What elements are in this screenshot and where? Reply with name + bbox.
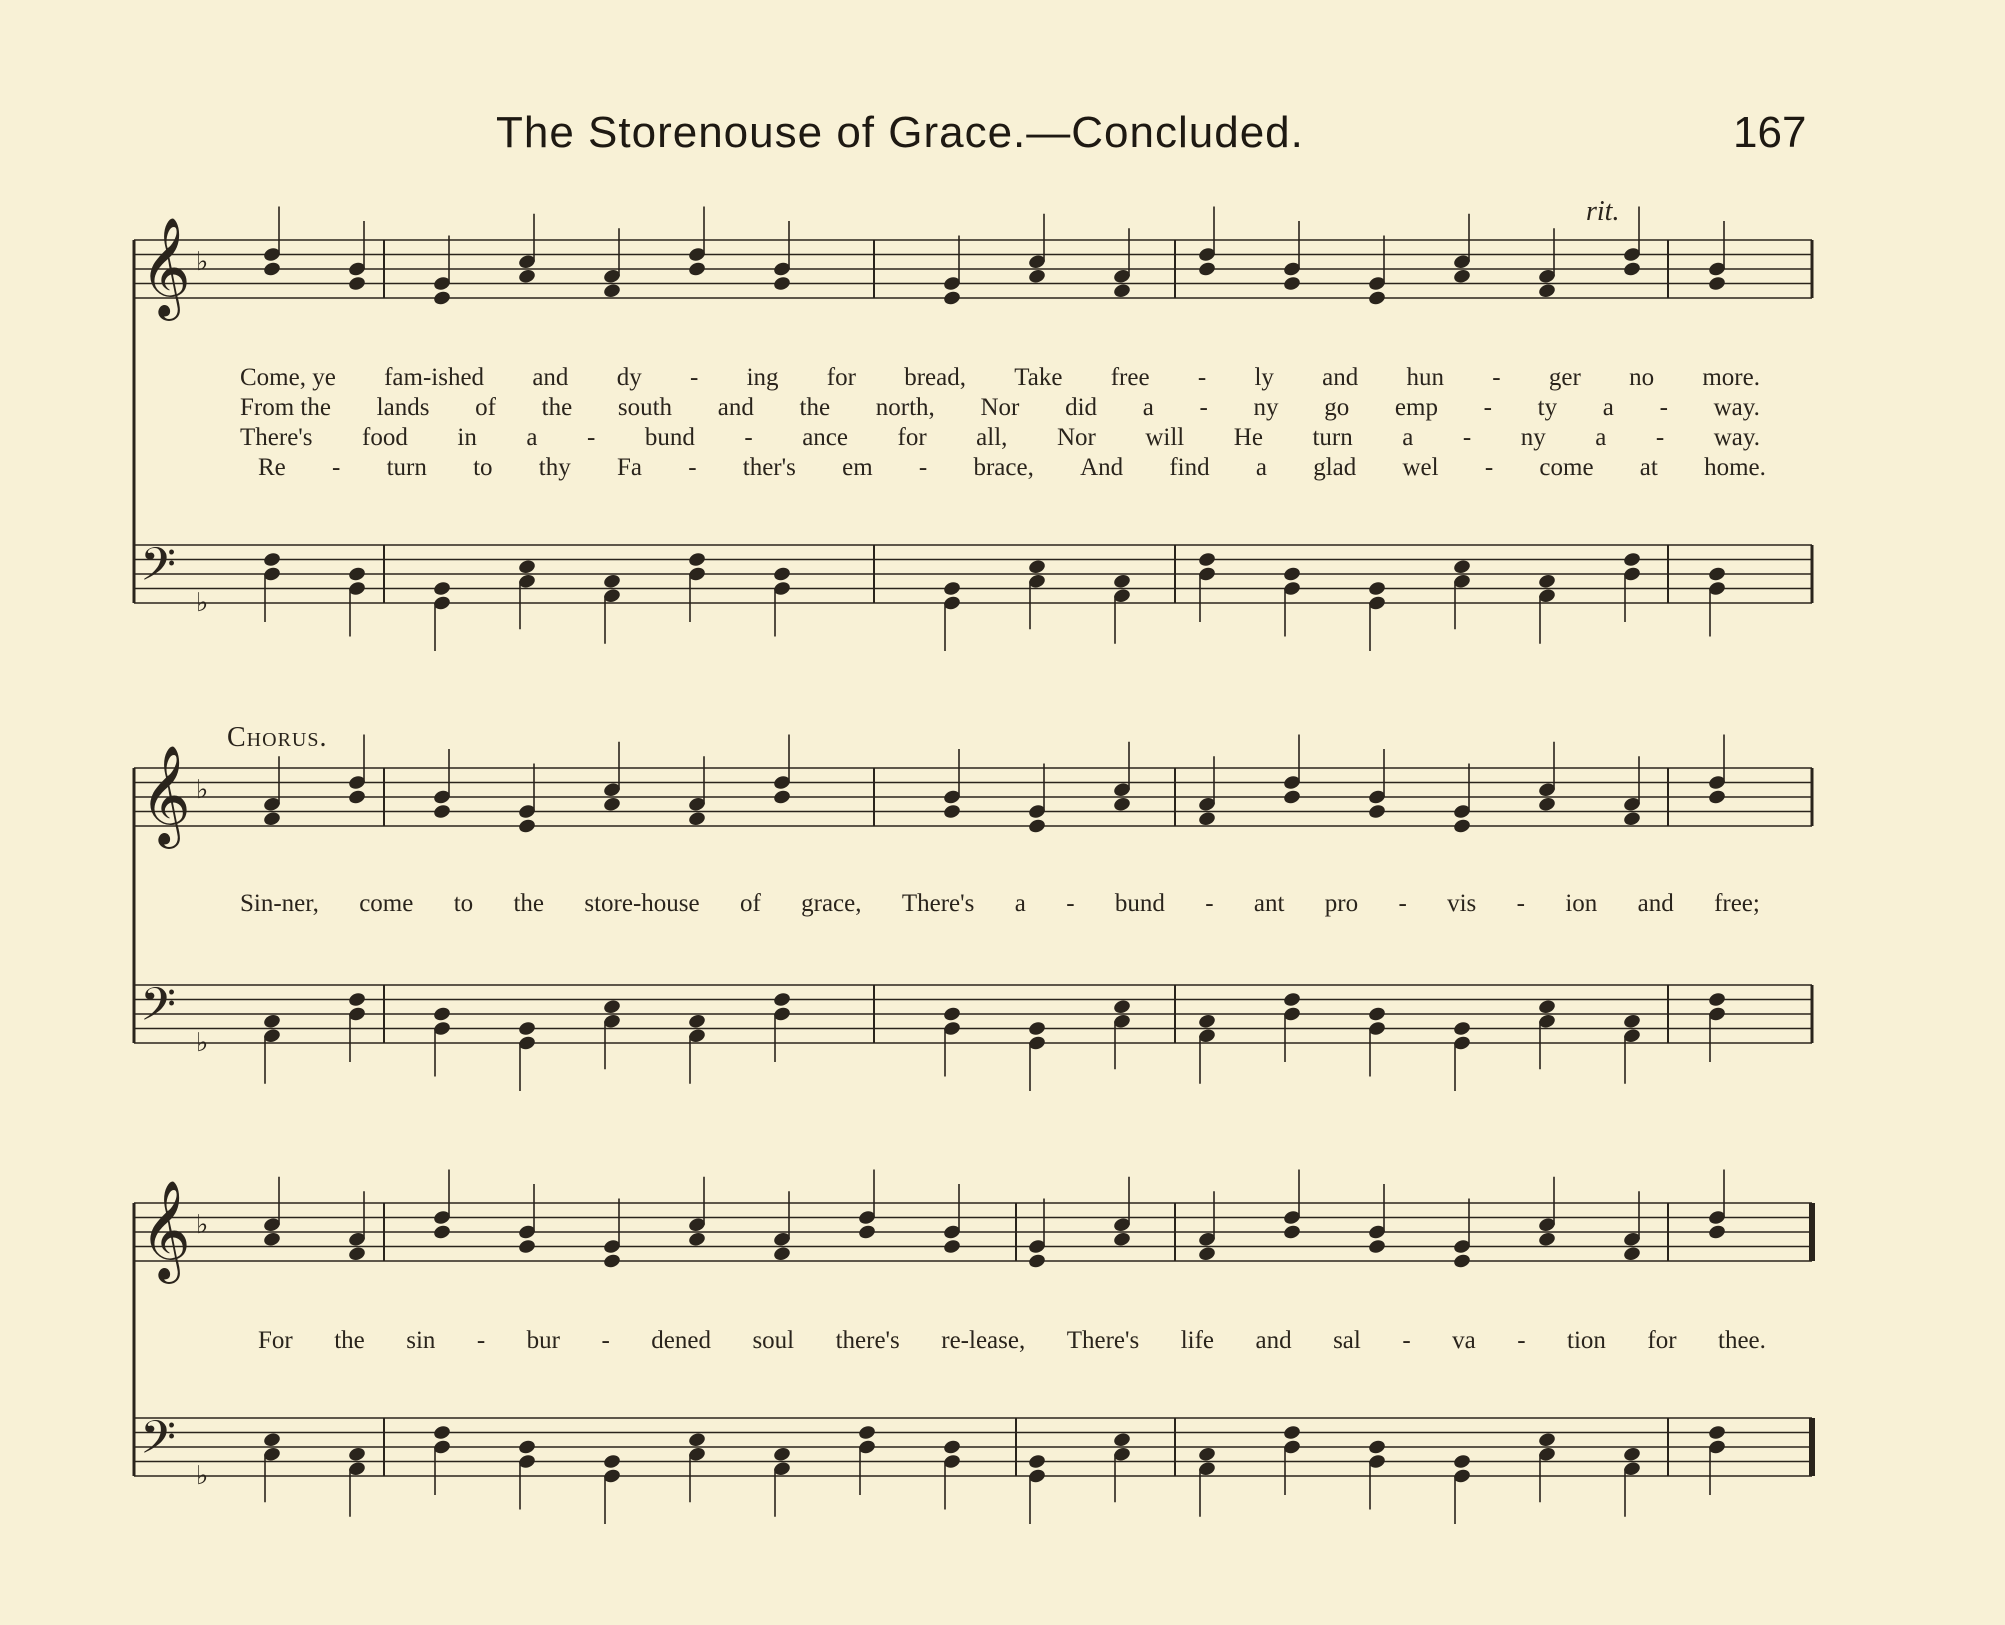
note-head bbox=[772, 1245, 791, 1262]
note-head bbox=[432, 803, 451, 820]
note-head bbox=[1707, 275, 1726, 292]
note-head bbox=[432, 1006, 451, 1023]
lyric-syllable: the bbox=[334, 1327, 365, 1354]
note-head bbox=[772, 275, 791, 292]
lyric-syllable: and bbox=[1255, 1327, 1292, 1354]
lyric-syllable: the bbox=[513, 890, 545, 917]
note-head bbox=[1622, 1013, 1641, 1030]
lyric-syllable: will bbox=[1145, 424, 1185, 451]
lyric-syllable: There's bbox=[1066, 1327, 1140, 1354]
lyric-syllable: store-house bbox=[584, 890, 700, 917]
note-head bbox=[602, 1453, 621, 1470]
note-head bbox=[687, 1013, 706, 1030]
lyric-syllable: in bbox=[457, 424, 477, 451]
note-head bbox=[687, 261, 706, 278]
lyric-syllable: a bbox=[1014, 890, 1026, 917]
lyric-syllable: For bbox=[258, 1327, 293, 1354]
key-signature-flat-icon: ♭ bbox=[196, 775, 209, 805]
lyric-syllable: ty bbox=[1537, 394, 1558, 421]
lyric-syllable: ing bbox=[746, 364, 779, 391]
note-head bbox=[262, 1231, 281, 1248]
lyric-syllable: ance bbox=[802, 424, 848, 451]
lyric-syllable: to bbox=[473, 454, 493, 481]
note-head bbox=[1707, 991, 1726, 1008]
note-head bbox=[1622, 1446, 1641, 1463]
lyric-syllable: - bbox=[1517, 1327, 1526, 1354]
note-head bbox=[1197, 1013, 1216, 1030]
note-head bbox=[517, 1238, 536, 1255]
lyric-syllable: glad bbox=[1313, 454, 1357, 481]
note-head bbox=[942, 580, 961, 597]
lyric-syllable: and bbox=[1322, 364, 1359, 391]
note-head bbox=[1452, 818, 1471, 835]
note-head bbox=[602, 998, 621, 1015]
note-head bbox=[262, 1013, 281, 1030]
note-head bbox=[1367, 803, 1386, 820]
note-head bbox=[347, 789, 366, 806]
note-head bbox=[687, 551, 706, 568]
lyric-syllable: south bbox=[617, 394, 673, 421]
note-head bbox=[262, 1431, 281, 1448]
lyric-syllable: vis bbox=[1447, 890, 1477, 917]
note-head bbox=[1112, 1231, 1131, 1248]
lyric-syllable: come bbox=[359, 890, 414, 917]
note-head bbox=[602, 573, 621, 590]
lyric-syllable: - bbox=[332, 454, 341, 481]
lyric-syllable: - bbox=[1483, 394, 1492, 421]
note-head bbox=[1282, 991, 1301, 1008]
note-head bbox=[432, 1424, 451, 1441]
lyric-syllable: brace, bbox=[973, 454, 1034, 481]
lyric-syllable: pro bbox=[1324, 890, 1359, 917]
lyric-syllable: - bbox=[1484, 454, 1494, 481]
lyric-syllable: hun bbox=[1406, 364, 1445, 391]
note-head bbox=[432, 1224, 451, 1241]
lyric-syllable: ger bbox=[1548, 364, 1581, 391]
lyric-syllable: - bbox=[1066, 890, 1075, 917]
note-head bbox=[1197, 1446, 1216, 1463]
note-head bbox=[687, 1231, 706, 1248]
lyric-syllable: the bbox=[541, 394, 573, 421]
key-signature-flat-icon: ♭ bbox=[196, 1461, 209, 1491]
ritardando-marking: rit. bbox=[1586, 196, 1620, 227]
note-head bbox=[347, 275, 366, 292]
lyric-syllable: sal bbox=[1333, 1327, 1361, 1354]
note-head bbox=[1452, 1020, 1471, 1037]
note-head bbox=[942, 290, 961, 307]
lyric-syllable: come bbox=[1539, 454, 1594, 481]
note-head bbox=[432, 580, 451, 597]
lyric-syllable: Nor bbox=[980, 394, 1020, 421]
lyric-syllable: - bbox=[1462, 424, 1472, 451]
note-head bbox=[1622, 551, 1641, 568]
note-head bbox=[517, 1439, 536, 1456]
lyric-syllable: - bbox=[688, 454, 697, 481]
note-head bbox=[1707, 1424, 1726, 1441]
note-head bbox=[262, 261, 281, 278]
treble-clef-icon: 𝄞 bbox=[140, 1180, 191, 1280]
note-head bbox=[687, 810, 706, 827]
note-head bbox=[1707, 566, 1726, 583]
lyric-syllable: did bbox=[1065, 394, 1098, 421]
lyric-syllable: - bbox=[1655, 424, 1665, 451]
note-head bbox=[772, 789, 791, 806]
lyric-syllable: more. bbox=[1702, 364, 1760, 391]
note-head bbox=[1707, 789, 1726, 806]
lyric-syllable: em bbox=[842, 454, 873, 481]
treble-clef-icon: 𝄞 bbox=[140, 745, 191, 845]
note-head bbox=[517, 268, 536, 285]
bass-clef-icon: 𝄢 bbox=[140, 1411, 177, 1476]
note-head bbox=[1027, 818, 1046, 835]
lyric-syllable: From the bbox=[240, 394, 331, 421]
lyric-syllable: ther's bbox=[742, 454, 796, 481]
lyric-syllable: - bbox=[1492, 364, 1501, 391]
lyric-syllable: bund bbox=[644, 424, 695, 451]
lyric-syllable: north, bbox=[875, 394, 935, 421]
note-head bbox=[1282, 1224, 1301, 1241]
note-head bbox=[1367, 290, 1386, 307]
lyric-syllable: sin bbox=[406, 1327, 436, 1354]
note-head bbox=[517, 1020, 536, 1037]
note-head bbox=[1452, 1453, 1471, 1470]
lyric-syllable: find bbox=[1169, 454, 1210, 481]
note-head bbox=[1537, 1231, 1556, 1248]
treble-clef-icon: 𝄞 bbox=[140, 217, 191, 317]
note-head bbox=[1112, 573, 1131, 590]
note-head bbox=[1452, 268, 1471, 285]
note-head bbox=[1112, 1431, 1131, 1448]
note-head bbox=[1112, 282, 1131, 299]
lyric-syllable: Come, ye bbox=[240, 364, 336, 391]
lyric-syllable: - bbox=[586, 424, 596, 451]
note-head bbox=[942, 803, 961, 820]
lyric-syllable: ny bbox=[1253, 394, 1279, 421]
note-head bbox=[1707, 1224, 1726, 1241]
lyric-syllable: for bbox=[1647, 1327, 1677, 1354]
lyric-syllable: - bbox=[918, 454, 928, 481]
lyric-syllable: Take bbox=[1014, 364, 1063, 391]
lyric-syllable: - bbox=[601, 1327, 610, 1354]
lyric-syllable: a bbox=[1142, 394, 1154, 421]
note-head bbox=[1197, 551, 1216, 568]
lyric-syllable: of bbox=[739, 890, 761, 917]
lyric-syllable: - bbox=[1516, 890, 1525, 917]
note-head bbox=[1282, 275, 1301, 292]
lyric-syllable: He bbox=[1233, 424, 1263, 451]
note-head bbox=[1282, 789, 1301, 806]
note-head bbox=[262, 810, 281, 827]
note-head bbox=[857, 1424, 876, 1441]
lyric-syllable: grace, bbox=[801, 890, 862, 917]
note-head bbox=[857, 1224, 876, 1241]
note-head bbox=[262, 551, 281, 568]
lyric-syllable: free; bbox=[1714, 890, 1760, 917]
key-signature-flat-icon: ♭ bbox=[196, 1210, 209, 1240]
lyric-syllable: There's bbox=[240, 424, 313, 451]
lyric-syllable: a bbox=[1595, 424, 1607, 451]
lyric-syllable: a bbox=[526, 424, 538, 451]
note-head bbox=[942, 1006, 961, 1023]
lyric-syllable: to bbox=[453, 890, 474, 917]
lyric-syllable: turn bbox=[1312, 424, 1353, 451]
lyric-syllable: - bbox=[1197, 364, 1207, 391]
note-head bbox=[1452, 558, 1471, 575]
lyric-syllable: no bbox=[1629, 364, 1655, 391]
lyric-syllable: thy bbox=[538, 454, 571, 481]
lyric-syllable: way. bbox=[1713, 424, 1760, 451]
lyric-syllable: dy bbox=[616, 364, 642, 391]
note-head bbox=[1027, 1020, 1046, 1037]
note-head bbox=[772, 991, 791, 1008]
note-head bbox=[347, 1245, 366, 1262]
lyric-syllable: home. bbox=[1704, 454, 1766, 481]
lyric-syllable: all, bbox=[976, 424, 1008, 451]
note-head bbox=[347, 566, 366, 583]
note-head bbox=[1197, 810, 1216, 827]
note-head bbox=[942, 1439, 961, 1456]
note-head bbox=[1282, 566, 1301, 583]
lyric-syllable: And bbox=[1080, 454, 1124, 481]
lyric-syllable: - bbox=[1199, 394, 1208, 421]
lyric-syllable: wel bbox=[1402, 454, 1439, 481]
note-head bbox=[687, 1431, 706, 1448]
lyric-syllable: emp bbox=[1394, 394, 1438, 421]
note-head bbox=[1367, 1238, 1386, 1255]
lyric-syllable: - bbox=[1398, 890, 1407, 917]
page-title: The Storenouse of Grace.—Concluded. bbox=[496, 108, 1304, 157]
note-head bbox=[347, 1446, 366, 1463]
note-head bbox=[772, 566, 791, 583]
chorus-label: Chorus. bbox=[227, 722, 328, 753]
note-head bbox=[1622, 1245, 1641, 1262]
lyric-syllable: and bbox=[717, 394, 754, 421]
lyric-syllable: va bbox=[1452, 1327, 1476, 1354]
lyric-syllable: of bbox=[475, 394, 496, 421]
lyric-syllable: a bbox=[1255, 454, 1267, 481]
bass-clef-icon: 𝄢 bbox=[140, 538, 177, 603]
lyric-syllable: tion bbox=[1567, 1327, 1606, 1354]
lyric-syllable: food bbox=[362, 424, 408, 451]
note-head bbox=[1112, 796, 1131, 813]
lyric-syllable: turn bbox=[386, 454, 427, 481]
bass-clef-icon: 𝄢 bbox=[140, 978, 177, 1043]
note-head bbox=[1537, 1431, 1556, 1448]
lyric-syllable: - bbox=[1659, 394, 1668, 421]
note-head bbox=[1537, 796, 1556, 813]
key-signature-flat-icon: ♭ bbox=[196, 588, 209, 618]
lyric-syllable: soul bbox=[752, 1327, 795, 1354]
note-head bbox=[1622, 810, 1641, 827]
lyric-syllable: - bbox=[689, 364, 699, 391]
note-head bbox=[1112, 998, 1131, 1015]
lyric-syllable: ly bbox=[1254, 364, 1274, 391]
note-head bbox=[1282, 1424, 1301, 1441]
note-head bbox=[432, 290, 451, 307]
lyric-syllable: for bbox=[826, 364, 856, 391]
lyric-syllable: life bbox=[1180, 1327, 1215, 1354]
note-head bbox=[1537, 573, 1556, 590]
lyric-syllable: a bbox=[1402, 424, 1414, 451]
note-head bbox=[1197, 261, 1216, 278]
lyric-syllable: - bbox=[1402, 1327, 1411, 1354]
lyric-syllable: ny bbox=[1520, 424, 1546, 451]
note-head bbox=[602, 1253, 621, 1270]
lyric-syllable: bread, bbox=[904, 364, 966, 391]
note-head bbox=[1027, 268, 1046, 285]
note-head bbox=[1537, 998, 1556, 1015]
note-head bbox=[1367, 1439, 1386, 1456]
lyric-syllable: Re bbox=[258, 454, 286, 481]
lyric-syllable: fam-ished bbox=[384, 364, 485, 391]
lyric-syllable: thee. bbox=[1718, 1327, 1766, 1354]
lyric-syllable: lands bbox=[376, 394, 430, 421]
lyric-syllable: a bbox=[1602, 394, 1614, 421]
note-head bbox=[517, 818, 536, 835]
lyric-syllable: ion bbox=[1565, 890, 1598, 917]
lyric-syllable: Sin-ner, bbox=[240, 890, 319, 917]
lyric-syllable: and bbox=[532, 364, 569, 391]
note-head bbox=[1367, 1006, 1386, 1023]
lyric-syllable: Nor bbox=[1056, 424, 1096, 451]
lyric-syllable: way. bbox=[1713, 394, 1760, 421]
note-head bbox=[602, 282, 621, 299]
note-head bbox=[942, 1238, 961, 1255]
lyric-syllable: the bbox=[799, 394, 831, 421]
lyric-syllable: free bbox=[1110, 364, 1150, 391]
note-head bbox=[517, 558, 536, 575]
lyric-syllable: - bbox=[476, 1327, 486, 1354]
lyric-syllable: bund bbox=[1114, 890, 1165, 917]
key-signature-flat-icon: ♭ bbox=[196, 247, 209, 277]
lyric-syllable: There's bbox=[901, 890, 975, 917]
note-head bbox=[602, 796, 621, 813]
lyric-syllable: for bbox=[897, 424, 927, 451]
lyric-syllable: bur bbox=[526, 1327, 560, 1354]
page-number: 167 bbox=[1733, 108, 1807, 157]
note-head bbox=[1027, 1453, 1046, 1470]
lyric-syllable: re-lease, bbox=[941, 1327, 1026, 1354]
lyric-syllable: go bbox=[1324, 394, 1350, 421]
note-head bbox=[1452, 1253, 1471, 1270]
note-head bbox=[1367, 580, 1386, 597]
note-head bbox=[1197, 1245, 1216, 1262]
note-head bbox=[1537, 282, 1556, 299]
lyric-syllable: and bbox=[1637, 890, 1674, 917]
lyric-syllable: - bbox=[744, 424, 753, 451]
lyric-syllable: there's bbox=[835, 1327, 900, 1354]
note-head bbox=[1622, 261, 1641, 278]
lyric-syllable: at bbox=[1639, 454, 1658, 481]
lyric-syllable: Fa bbox=[616, 454, 642, 481]
lyric-syllable: dened bbox=[651, 1327, 711, 1354]
lyric-syllable: ant bbox=[1253, 890, 1285, 917]
lyric-syllable: - bbox=[1205, 890, 1214, 917]
note-head bbox=[347, 991, 366, 1008]
key-signature-flat-icon: ♭ bbox=[196, 1028, 209, 1058]
note-head bbox=[1027, 1253, 1046, 1270]
note-head bbox=[1027, 558, 1046, 575]
note-head bbox=[772, 1446, 791, 1463]
